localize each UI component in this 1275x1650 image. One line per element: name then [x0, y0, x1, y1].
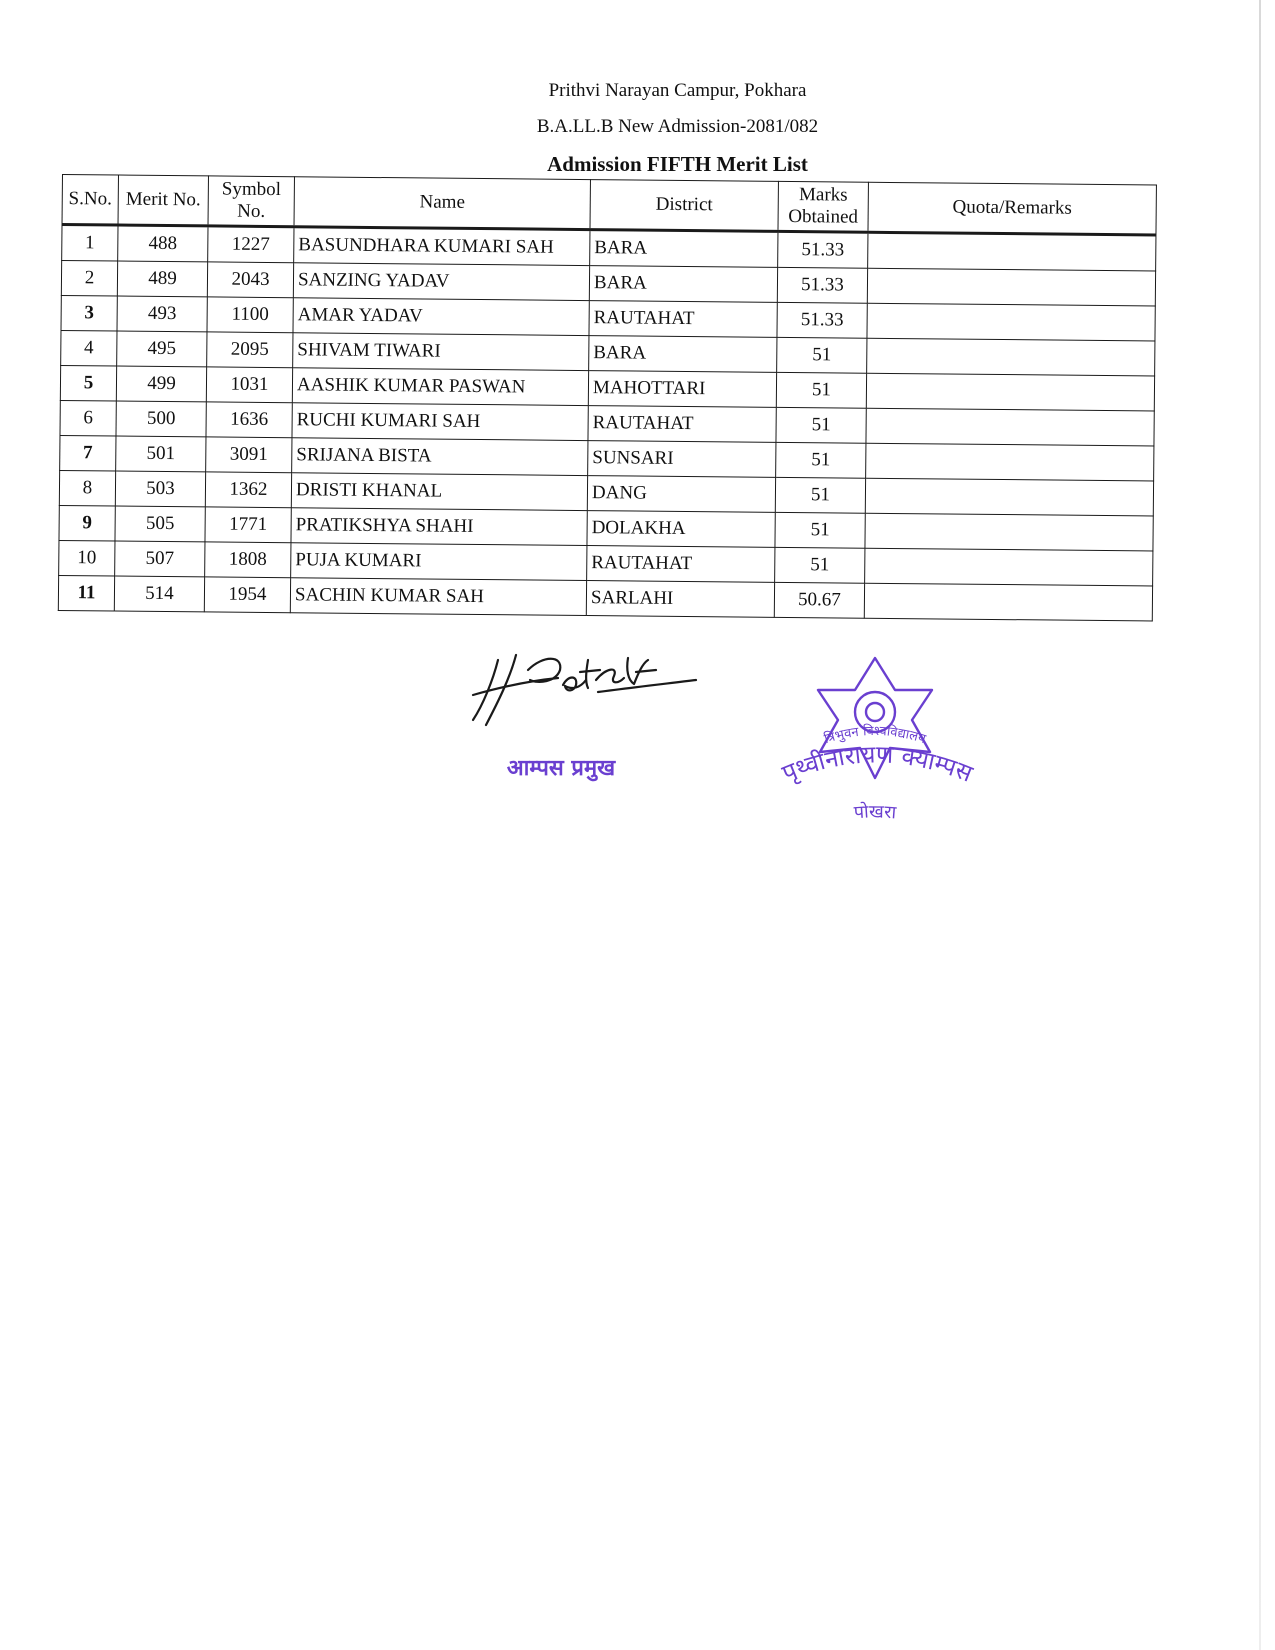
cell-marks: 51 — [775, 512, 865, 548]
cell-name: PRATIKSHYA SHAHI — [291, 508, 587, 546]
cell-district: SARLAHI — [586, 581, 774, 618]
cell-sno: 10 — [59, 540, 115, 576]
cell-district: RAUTAHAT — [589, 301, 777, 338]
institution-name: Prithvi Narayan Campur, Pokhara — [548, 80, 807, 101]
cell-name: SHIVAM TIWARI — [293, 333, 589, 371]
signature-stamp-icon — [476, 752, 646, 782]
cell-quota — [864, 583, 1152, 621]
cell-merit: 499 — [116, 366, 206, 402]
cell-symbol: 1808 — [205, 542, 291, 578]
cell-symbol: 1227 — [208, 226, 294, 263]
cell-quota — [868, 232, 1156, 271]
cell-quota — [866, 373, 1154, 411]
cell-marks: 51 — [776, 442, 866, 478]
col-header-symbol-line1: Symbol — [221, 178, 282, 201]
svg-text:पृथ्वीनारायण क्याम्पस — [778, 740, 977, 788]
cell-marks: 51 — [776, 407, 866, 443]
signature-stamp-text: आम्पस प्रमुख — [506, 756, 616, 781]
col-header-name: Name — [294, 177, 590, 230]
cell-name: SANZING YADAV — [293, 263, 589, 301]
cell-merit: 503 — [115, 471, 205, 507]
col-header-symbol-line2: No. — [237, 200, 266, 222]
cell-name: AASHIK KUMAR PASWAN — [292, 368, 588, 406]
cell-marks: 51.33 — [777, 267, 867, 303]
cell-quota — [866, 443, 1154, 481]
col-header-quota: Quota/Remarks — [868, 182, 1156, 235]
seal-line-3: पोखरा — [853, 801, 897, 824]
handwritten-signature-icon — [468, 650, 698, 730]
cell-symbol: 2095 — [207, 332, 293, 368]
cell-symbol: 1636 — [206, 402, 292, 438]
cell-symbol: 1954 — [204, 577, 290, 613]
cell-quota — [867, 338, 1155, 376]
scan-edge — [1259, 0, 1261, 1650]
cell-name: DRISTI KHANAL — [291, 473, 587, 511]
cell-marks: 51 — [777, 337, 867, 373]
cell-name: AMAR YADAV — [293, 298, 589, 336]
cell-sno: 1 — [62, 225, 118, 262]
col-header-merit: Merit No. — [118, 175, 208, 226]
cell-sno: 2 — [61, 261, 117, 297]
cell-sno: 7 — [60, 435, 116, 471]
cell-sno: 5 — [60, 365, 116, 401]
cell-marks: 51.33 — [778, 231, 868, 268]
cell-district: DANG — [587, 476, 775, 513]
program-title: B.A.LL.B New Admission-2081/082 — [536, 116, 819, 137]
cell-marks: 51.33 — [777, 302, 867, 338]
cell-name: BASUNDHARA KUMARI SAH — [294, 227, 590, 266]
svg-text:पोखरा — [853, 800, 897, 823]
cell-marks: 51 — [775, 547, 865, 583]
cell-merit: 488 — [118, 225, 208, 262]
cell-district: MAHOTTARI — [588, 371, 776, 408]
cell-sno: 11 — [58, 575, 114, 611]
cell-quota — [865, 478, 1153, 516]
cell-name: PUJA KUMARI — [291, 543, 587, 581]
cell-symbol: 1362 — [205, 472, 291, 508]
col-header-marks-line1: Marks — [798, 184, 848, 206]
cell-symbol: 1031 — [206, 367, 292, 403]
cell-quota — [865, 548, 1153, 586]
cell-marks: 51 — [776, 372, 866, 408]
seal-line-2: पृथ्वीनारायण क्याम्पस — [778, 740, 977, 788]
cell-merit: 495 — [117, 331, 207, 367]
seal-line-1: त्रिभुवन विश्वविद्यालय — [822, 723, 928, 748]
col-header-symbol — [208, 176, 294, 227]
cell-symbol: 1100 — [207, 297, 293, 333]
cell-symbol: 1771 — [205, 507, 291, 543]
cell-merit: 493 — [117, 296, 207, 332]
cell-merit: 507 — [115, 541, 205, 577]
cell-sno: 3 — [61, 295, 117, 331]
cell-sno: 6 — [60, 400, 116, 436]
cell-merit: 505 — [115, 506, 205, 542]
cell-district: DOLAKHA — [587, 511, 775, 548]
cell-name: RUCHI KUMARI SAH — [292, 403, 588, 441]
cell-symbol: 3091 — [206, 437, 292, 473]
cell-merit: 514 — [114, 576, 204, 612]
col-header-marks — [778, 181, 868, 232]
cell-quota — [866, 408, 1154, 446]
cell-marks: 50.67 — [774, 582, 864, 618]
cell-merit: 500 — [116, 401, 206, 437]
cell-district: RAUTAHAT — [588, 406, 776, 443]
campus-seal-icon — [760, 650, 990, 850]
cell-quota — [865, 513, 1153, 551]
col-header-district: District — [590, 180, 778, 232]
cell-name: SACHIN KUMAR SAH — [290, 578, 586, 616]
cell-quota — [867, 268, 1155, 306]
cell-district: RAUTAHAT — [587, 546, 775, 583]
cell-merit: 489 — [117, 261, 207, 297]
cell-district: SUNSARI — [588, 441, 776, 478]
merit-list-title: Admission FIFTH Merit List — [547, 152, 808, 176]
cell-district: BARA — [589, 266, 777, 303]
cell-quota — [867, 303, 1155, 341]
cell-name: SRIJANA BISTA — [292, 438, 588, 476]
cell-district: BARA — [590, 230, 778, 268]
merit-table — [58, 174, 1157, 621]
merit-table-wrapper — [58, 174, 1156, 621]
cell-sno: 8 — [59, 470, 115, 506]
cell-symbol: 2043 — [207, 262, 293, 298]
cell-merit: 501 — [116, 436, 206, 472]
cell-district: BARA — [589, 336, 777, 373]
col-header-marks-line2: Obtained — [788, 205, 859, 228]
cell-sno: 9 — [59, 505, 115, 541]
cell-marks: 51 — [775, 477, 865, 513]
cell-sno: 4 — [61, 330, 117, 366]
col-header-sno: S.No. — [62, 175, 118, 226]
